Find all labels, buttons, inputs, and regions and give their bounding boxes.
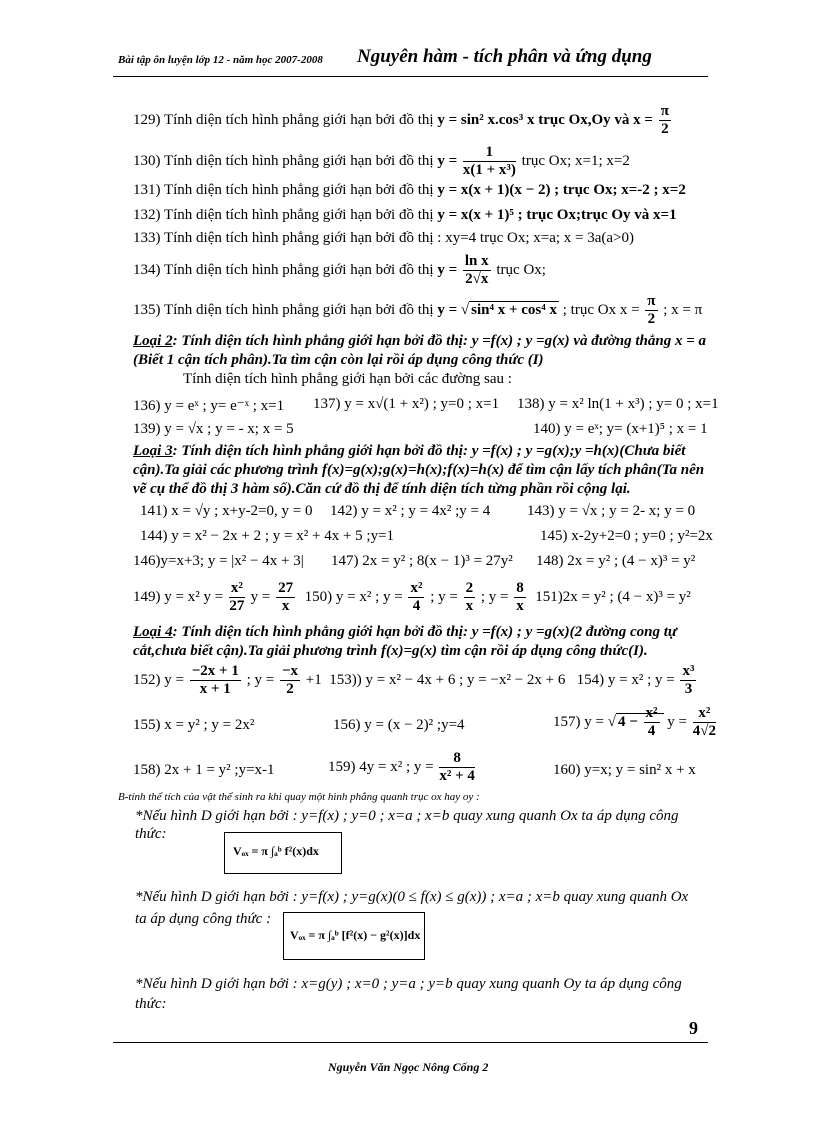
problem-144: 144) y = x² − 2x + 2 ; y = x² + 4x + 5 ;y=1 — [140, 528, 395, 544]
problem-138: 138) y = x² ln(1 + x³) ; y= 0 ; x=1 — [517, 396, 719, 412]
problem-158: 158) 2x + 1 = y² ;y=x-1 — [133, 762, 275, 778]
problem-142: 142) y = x² ; y = 4x² ;y = 4 — [330, 503, 491, 519]
problem-139: 139) y = √x ; y = - x; x = 5 — [133, 421, 294, 437]
partB-item2-line1: *Nếu hình D giới hạn bởi : y=f(x) ; y=g(x)(0 ≤ f(x) ≤ g(x)) ; x=a ; x=b quay xung quanh Ox — [135, 889, 689, 905]
problem-137: 137) y = x√(1 + x²) ; y=0 ; x=1 — [313, 396, 500, 412]
problem-135: 135) Tính diện tích hình phẳng giới hạn bởi đồ thị y = √ sin⁴ x + cos⁴ x ; trục Ox x = $\frac{\pi}{2}$ ; x = π — [133, 293, 703, 328]
problem-152-154: 152) y = $\frac{-2x + 1}{x + 1}$ ; y = $\frac{-x}{2}$ +1 153)) y = x² − 4x + 6 ; y = −x² − 2x + 6 154) y = x² ; y = $\frac{\text{x³}}{3}$ — [133, 663, 695, 698]
problem-147: 147) 2x = y² ; 8(x − 1)³ = 27y² — [331, 553, 513, 569]
header-rule — [113, 76, 708, 77]
problem-140: 140) y = eˣ; y= (x+1)⁵ ; x = 1 — [533, 421, 708, 437]
problem-157: 157) y = √ 4 − $\frac{\text{x²}}{4}$ y = $\frac{\text{x²}}{4√2}$ — [553, 705, 716, 740]
partB-item3-line1: *Nếu hình D giới hạn bởi : x=g(y) ; x=0 ; y=a ; y=b quay xung quanh Oy ta áp dụng công — [135, 976, 682, 992]
problem-149-150-151: 149) y = x² y = $\frac{\text{x²}}{27}$ y = $\frac{27}{x}$ 150) y = x² ; y = $\frac{\text{x²}}{4}$ ; y = $\frac{2}{x}$ ; y = $\frac{8}{x}$ 151)2x = y² ; (4 − x)³ = y² — [133, 580, 691, 615]
formula-box-1: Vₒₓ = π ∫ₐᵇ f²(x)dx — [224, 832, 342, 874]
partB-item2-line2: ta áp dụng công thức : — [135, 911, 272, 927]
loai3-heading-3: vẽ cụ thể đồ thị 3 hàm số).Căn cứ đồ thị để tính diện tích từng phần rồi cộng lại. — [133, 481, 631, 497]
problem-146: 146)y=x+3; y = |x² − 4x + 3| — [133, 553, 304, 569]
partB-title: B-tính thể tích của vật thể sinh ra khi quay một hình phẳng quanh trục ox hay oy : — [118, 791, 480, 803]
problem-130: 130) Tính diện tích hình phẳng giới hạn bởi đồ thị y = $\frac{1}{\text{x(1 + x³)}}$ trục Ox; x=1; x=2 — [133, 144, 630, 179]
partB-item3-line2: thức: — [135, 996, 167, 1012]
partB-item1-line1: *Nếu hình D giới hạn bởi : y=f(x) ; y=0 ; x=a ; x=b quay xung quanh Ox ta áp dụng công — [135, 808, 679, 824]
footer-author: Nguyễn Văn Ngọc Nông Cống 2 — [328, 1060, 489, 1074]
loai2-heading: Loại 2: Tính diện tích hình phẳng giới hạn bởi đồ thị: y =f(x) ; y =g(x) và đường thẳng x = a — [133, 333, 707, 349]
loai3-heading-2: cận).Ta giải các phương trình f(x)=g(x);g(x)=h(x);f(x)=h(x) để tìm cận lấy tích phân(Ta nên — [133, 462, 705, 478]
problem-143: 143) y = √x ; y = 2- x; y = 0 — [527, 503, 696, 519]
loai4-heading: Loại 4: Tính diện tích hình phẳng giới hạn bởi đồ thị: y =f(x) ; y =g(x)(2 đường cong tự — [133, 624, 677, 640]
problem-131: 131) Tính diện tích hình phẳng giới hạn bởi đồ thị y = x(x + 1)(x − 2) ; trục Ox; x=-2 ; x=2 — [133, 182, 686, 198]
formula-box-2: Vₒₓ = π ∫ₐᵇ [f²(x) − g²(x)]dx — [283, 912, 425, 960]
problem-160: 160) y=x; y = sin² x + x — [553, 762, 696, 778]
problem-136: 136) y = eˣ ; y= e⁻ˣ ; x=1 — [133, 398, 285, 414]
problem-156: 156) y = (x − 2)² ;y=4 — [333, 717, 465, 733]
footer-rule — [113, 1042, 708, 1043]
page-number: 9 — [689, 1018, 698, 1038]
loai4-heading-2: cắt,chưa biết cận).Ta giải phương trình f(x)=g(x) tìm cận rồi áp dụng công thức(I). — [133, 643, 648, 659]
problem-129: 129) Tính diện tích hình phẳng giới hạn bởi đồ thị y = sin² x.cos³ x trục Ox,Oy và x = $\frac{\pi}{2}$ — [133, 103, 669, 138]
header-topic: Nguyên hàm - tích phân và ứng dụng — [357, 46, 652, 67]
problem-133: 133) Tính diện tích hình phẳng giới hạn bởi đồ thị : xy=4 trục Ox; x=a; x = 3a(a>0) — [133, 230, 635, 246]
problem-159: 159) 4y = x² ; y = $\frac{8}{\text{x² + 4}}$ — [328, 750, 475, 785]
problem-145: 145) x-2y+2=0 ; y=0 ; y²=2x — [540, 528, 713, 544]
problem-134: 134) Tính diện tích hình phẳng giới hạn bởi đồ thị y = $\frac{\text{ln x}}{2√x}$ trục Ox; — [133, 253, 546, 288]
loai2-heading-2: (Biết 1 cận tích phân).Ta tìm cận còn lại rồi áp dụng công thức (I) — [133, 352, 544, 368]
header-course: Bài tập ôn luyện lớp 12 - năm học 2007-2008 — [118, 54, 323, 66]
problem-132: 132) Tính diện tích hình phẳng giới hạn bởi đồ thị y = x(x + 1)⁵ ; trục Ox;trục Oy và x=1 — [133, 207, 677, 223]
loai3-heading: Loại 3: Tính diện tích hình phẳng giới hạn bởi đồ thị: y =f(x) ; y =g(x);y =h(x)(Chưa biết — [133, 443, 686, 459]
partB-item1-line2: thức: — [135, 826, 167, 842]
problem-141: 141) x = √y ; x+y-2=0, y = 0 — [140, 503, 313, 519]
loai2-intro: Tính diện tích hình phẳng giới hạn bởi các đường sau : — [183, 371, 512, 387]
problem-155: 155) x = y² ; y = 2x² — [133, 717, 255, 733]
problem-148: 148) 2x = y² ; (4 − x)³ = y² — [536, 553, 696, 569]
